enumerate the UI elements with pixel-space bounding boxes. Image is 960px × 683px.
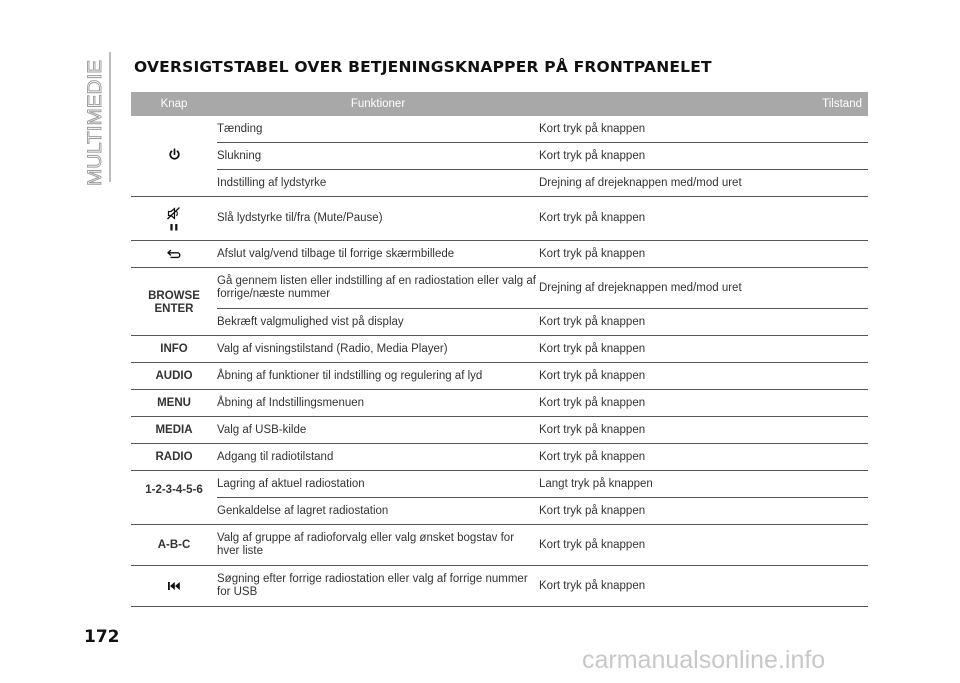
state-cell: Langt tryk på knappen xyxy=(539,471,868,498)
previous-track-icon xyxy=(167,581,181,591)
watermark: carmanualsonline.info xyxy=(582,646,826,674)
state-cell: Kort tryk på knappen xyxy=(539,336,868,363)
key-previous xyxy=(131,566,217,607)
state-cell: Drejning af drejeknappen med/mod uret xyxy=(539,170,868,197)
state-cell: Kort tryk på knappen xyxy=(539,197,868,241)
page-title: OVERSIGTSTABEL OVER BETJENINGSKNAPPER PÅ FRONTPANELET xyxy=(134,58,712,76)
table-row xyxy=(131,390,868,417)
state-cell: Kort tryk på knappen xyxy=(539,417,868,444)
mute-pause-icon xyxy=(166,206,182,232)
table-row xyxy=(131,363,868,390)
function-cell: Indstilling af lydstyrke xyxy=(217,170,539,197)
state-cell: Kort tryk på knappen xyxy=(539,390,868,417)
function-cell: Slå lydstyrke til/fra (Mute/Pause) xyxy=(217,197,539,241)
table-row xyxy=(131,241,868,268)
table-row xyxy=(131,444,868,471)
key-label: RADIO xyxy=(131,444,217,471)
state-cell: Kort tryk på knappen xyxy=(539,444,868,471)
table-row xyxy=(131,566,868,607)
function-cell: Tænding xyxy=(217,116,539,143)
state-cell: Kort tryk på knappen xyxy=(539,498,868,525)
table-row xyxy=(131,197,868,241)
table-row xyxy=(131,170,868,197)
table-row xyxy=(131,336,868,363)
function-cell: Gå gennem listen eller indstilling af en radiostation eller valg af forrige/næste nummer xyxy=(217,268,539,309)
state-cell: Kort tryk på knappen xyxy=(539,363,868,390)
table-row xyxy=(131,498,868,525)
function-cell: Valg af USB-kilde xyxy=(217,417,539,444)
function-cell: Lagring af aktuel radiostation xyxy=(217,471,539,498)
table-row xyxy=(131,471,868,498)
function-cell: Søgning efter forrige radiostation eller valg af forrige nummer for USB xyxy=(217,566,539,607)
function-cell: Afslut valg/vend tilbage til forrige skærmbillede xyxy=(217,241,539,268)
state-cell: Drejning af drejeknappen med/mod uret xyxy=(539,268,868,309)
function-cell: Bekræft valgmulighed vist på display xyxy=(217,309,539,336)
back-icon xyxy=(166,249,182,259)
key-label: AUDIO xyxy=(131,363,217,390)
function-cell: Genkaldelse af lagret radiostation xyxy=(217,498,539,525)
header-funktioner: Funktioner xyxy=(217,92,539,116)
function-cell: Åbning af Indstillingsmenuen xyxy=(217,390,539,417)
section-divider xyxy=(109,52,111,182)
function-cell: Slukning xyxy=(217,143,539,170)
section-side-label xyxy=(84,58,106,188)
key-label: MEDIA xyxy=(131,417,217,444)
page-number: 172 xyxy=(84,627,120,647)
state-cell: Kort tryk på knappen xyxy=(539,241,868,268)
table-header-row xyxy=(131,92,868,116)
header-tilstand: Tilstand xyxy=(539,92,868,116)
state-cell: Kort tryk på knappen xyxy=(539,525,868,566)
table-row xyxy=(131,417,868,444)
key-mute xyxy=(131,197,217,241)
key-power xyxy=(131,116,217,197)
key-label: A-B-C xyxy=(131,525,217,566)
key-label: MENU xyxy=(131,390,217,417)
state-cell: Kort tryk på knappen xyxy=(539,566,868,607)
function-cell: Åbning af funktioner til indstilling og regulering af lyd xyxy=(217,363,539,390)
function-cell: Valg af gruppe af radioforvalg eller valg ønsket bogstav for hver liste xyxy=(217,525,539,566)
section-side-label-text: MULTIMEDIE xyxy=(85,70,106,186)
state-cell: Kort tryk på knappen xyxy=(539,116,868,143)
function-cell: Adgang til radiotilstand xyxy=(217,444,539,471)
function-cell: Valg af visningstilstand (Radio, Media Player) xyxy=(217,336,539,363)
key-label: ENTER xyxy=(154,303,194,315)
header-knap: Knap xyxy=(131,92,217,116)
key-label: BROWSE xyxy=(148,290,200,302)
table-row xyxy=(131,143,868,170)
key-label: 1-2-3-4-5-6 xyxy=(131,471,217,525)
state-cell: Kort tryk på knappen xyxy=(539,309,868,336)
state-cell: Kort tryk på knappen xyxy=(539,143,868,170)
table-row xyxy=(131,116,868,143)
key-label: INFO xyxy=(131,336,217,363)
controls-table xyxy=(131,92,868,607)
power-icon xyxy=(168,148,181,161)
key-back xyxy=(131,241,217,268)
table-row xyxy=(131,525,868,566)
table-row xyxy=(131,309,868,336)
table-row xyxy=(131,268,868,309)
key-browse-enter xyxy=(131,268,217,336)
